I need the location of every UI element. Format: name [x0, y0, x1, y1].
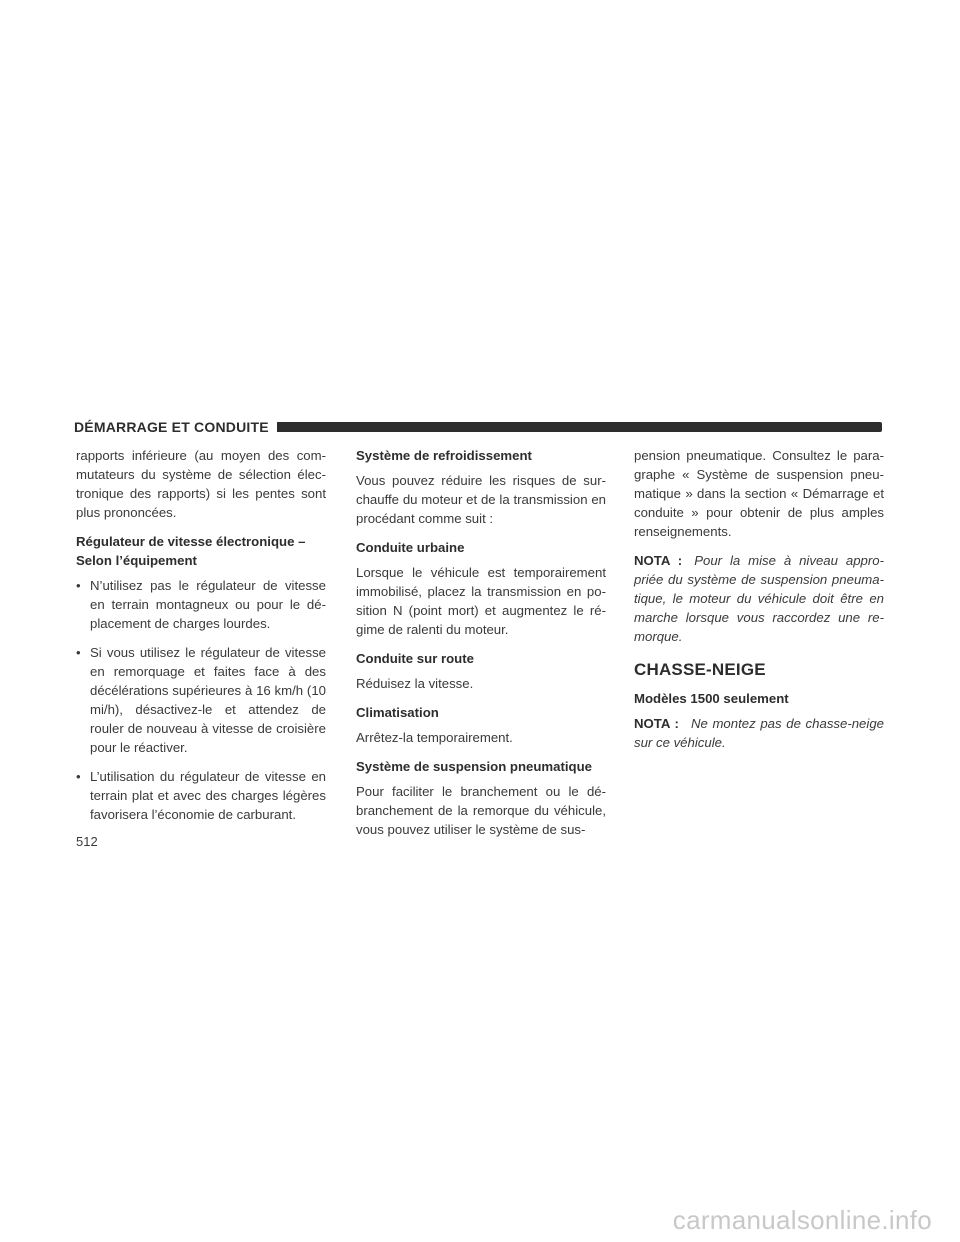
watermark: carmanualsonline.info	[672, 1205, 932, 1235]
bullet-item	[76, 767, 326, 824]
section-header-bar	[277, 422, 882, 432]
snowplow-section-title: CHASSE-NEIGE	[634, 660, 766, 679]
nota-label: NOTA :	[634, 553, 683, 568]
air-suspension-paragraph: Pour faciliter le branchement ou le dé-branchement de la remorque du véhicule, vous pouvez utiliser le système de sus-	[356, 784, 606, 837]
bullet-icon: •	[76, 769, 81, 784]
column-1	[76, 446, 326, 834]
column-3	[634, 446, 884, 762]
city-driving-paragraph: Lorsque le véhicule est temporairement immobilisé, placez la transmission en po-sition N (point mort) et augmentez le ré-gime de ralenti du moteur.	[356, 565, 606, 637]
column-2	[356, 446, 606, 849]
nota-snowplow	[634, 714, 884, 752]
cruise-control-heading: Régulateur de vitesse électronique – Selon l’équipement	[76, 534, 306, 568]
cooling-system-heading: Système de refroidissement	[356, 448, 532, 463]
air-conditioning-paragraph: Arrêtez-la temporairement.	[356, 730, 513, 745]
cruise-control-bullet-list	[76, 576, 326, 824]
air-suspension-heading: Système de suspension pneumatique	[356, 759, 592, 774]
bullet-icon: •	[76, 578, 81, 593]
nota-text: Pour la mise à niveau appro-priée du système de suspension pneuma-tique, le moteur du véhicule doit être en marche lorsque vous raccordez une re-morque.	[634, 553, 884, 644]
nota-text: Ne montez pas de chasse-neige sur ce véhicule.	[634, 716, 884, 750]
bullet-item	[76, 643, 326, 757]
bullet-item	[76, 576, 326, 633]
nota-label: NOTA :	[634, 716, 679, 731]
bullet-text: Si vous utilisez le régulateur de vitesse en remorquage et faites face à des décélérations supérieures à 16 km/h (10 mi/h), désactivez-le et attendez de rouler de nouveau à vitesse de croisière pour le réactiver.	[90, 645, 326, 755]
nota-air-suspension	[634, 551, 884, 646]
city-driving-heading: Conduite urbaine	[356, 540, 465, 555]
highway-driving-paragraph: Réduisez la vitesse.	[356, 676, 474, 691]
bullet-icon: •	[76, 645, 81, 660]
models-1500-heading: Modèles 1500 seulement	[634, 691, 789, 706]
air-conditioning-heading: Climatisation	[356, 705, 439, 720]
cooling-system-paragraph: Vous pouvez réduire les risques de sur-chauffe du moteur et de la transmission en procédant comme suit :	[356, 473, 606, 526]
air-suspension-continued-paragraph: pension pneumatique. Consultez le para-graphe « Système de suspension pneu-matique » dans la section « Démarrage et conduite » pour obtenir de plus amples renseignements.	[634, 448, 884, 539]
intro-paragraph: rapports inférieure (au moyen des com-mutateurs du système de sélection élec-tronique des rapports) si les pentes sont plus prononcées.	[76, 448, 326, 520]
section-header	[74, 416, 882, 438]
bullet-text: N’utilisez pas le régulateur de vitesse en terrain montagneux ou pour le dé-placement de charges lourdes.	[90, 578, 326, 631]
section-header-title: DÉMARRAGE ET CONDUITE	[74, 419, 269, 435]
highway-driving-heading: Conduite sur route	[356, 651, 474, 666]
bullet-text: L’utilisation du régulateur de vitesse en terrain plat et avec des charges légères favorisera l’économie de carburant.	[90, 769, 326, 822]
page-number: 512	[76, 834, 98, 849]
